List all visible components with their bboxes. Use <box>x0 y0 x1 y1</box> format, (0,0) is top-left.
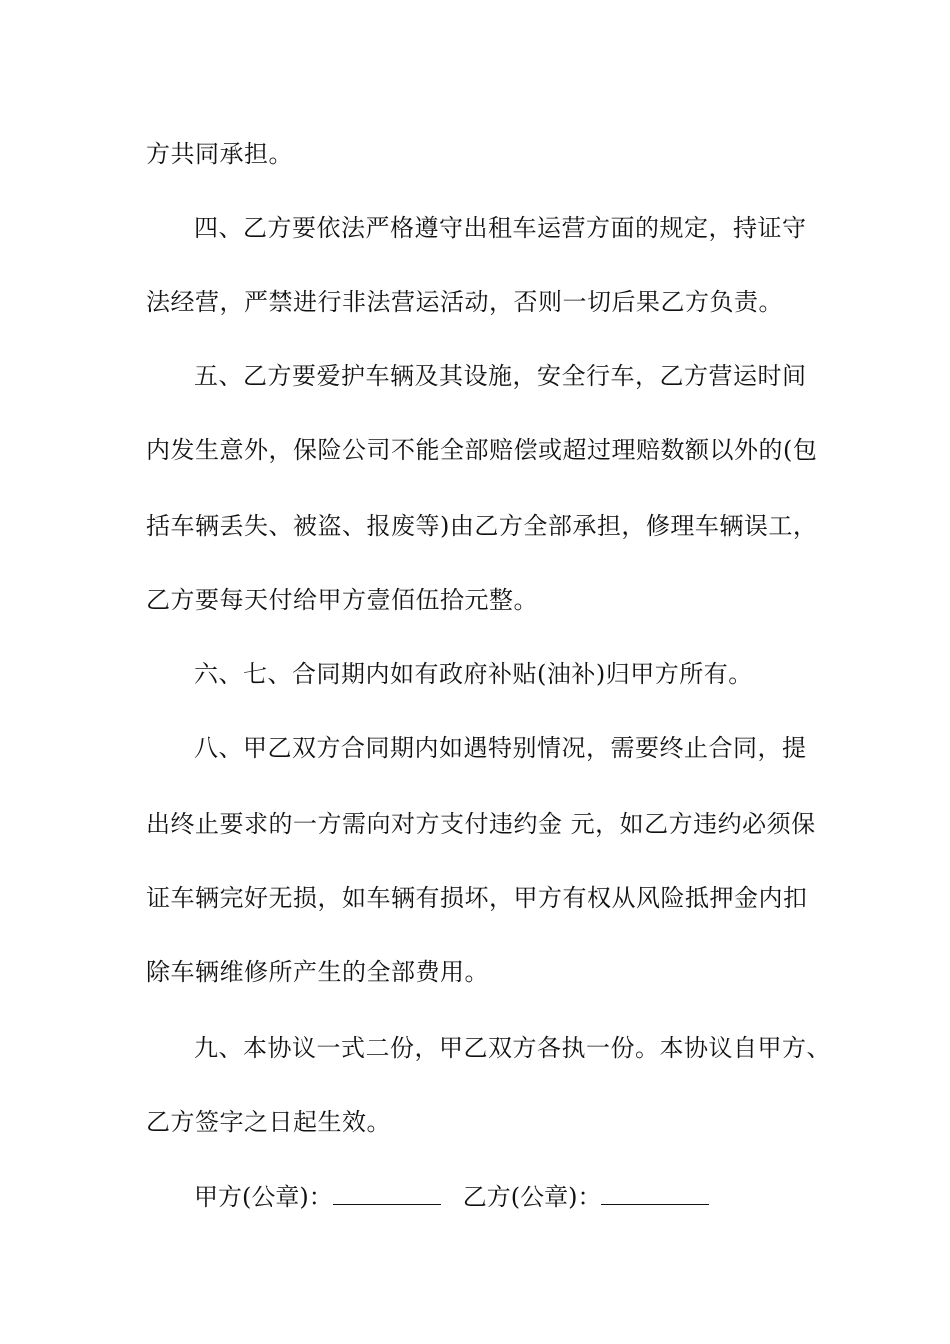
clause-6-7-line: 六、七、合同期内如有政府补贴(油补)归甲方所有。 <box>194 660 753 688</box>
clause-5-line: 括车辆丢失、被盗、报废等)由乙方全部承担，修理车辆误工， <box>146 512 818 540</box>
party-b-label: 乙方(公章)： <box>462 1183 602 1211</box>
party-a-label: 甲方(公章)： <box>194 1183 333 1211</box>
clause-8-line: 八、甲乙双方合同期内如遇特别情况，需要终止合同，提 <box>194 734 807 762</box>
clause-8-line: 出终止要求的一方需向对方支付违约金 元，如乙方违约必须保 <box>146 810 816 838</box>
clause-5-line: 五、乙方要爱护车辆及其设施，安全行车，乙方营运时间 <box>194 362 807 390</box>
party-b-signature-blank <box>601 1180 709 1205</box>
clause-8-line: 证车辆完好无损，如车辆有损坏，甲方有权从风险抵押金内扣 <box>146 884 808 912</box>
clause-5-line: 内发生意外，保险公司不能全部赔偿或超过理赔数额以外的(包 <box>146 436 818 464</box>
clause-8-line: 除车辆维修所产生的全部费用。 <box>146 958 489 986</box>
clause-5-line: 乙方要每天付给甲方壹佰伍拾元整。 <box>146 586 538 614</box>
party-a-signature-blank <box>333 1180 441 1205</box>
paragraph-line: 方共同承担。 <box>146 140 293 168</box>
clause-4-line: 四、乙方要依法严格遵守出租车运营方面的规定，持证守 <box>194 214 807 242</box>
clause-4-line: 法经营，严禁进行非法营运活动，否则一切后果乙方负责。 <box>146 288 783 316</box>
signature-row <box>194 1180 731 1213</box>
clause-9-line: 乙方签字之日起生效。 <box>146 1108 391 1136</box>
clause-9-line: 九、本协议一式二份，甲乙双方各执一份。本协议自甲方、 <box>194 1034 831 1062</box>
